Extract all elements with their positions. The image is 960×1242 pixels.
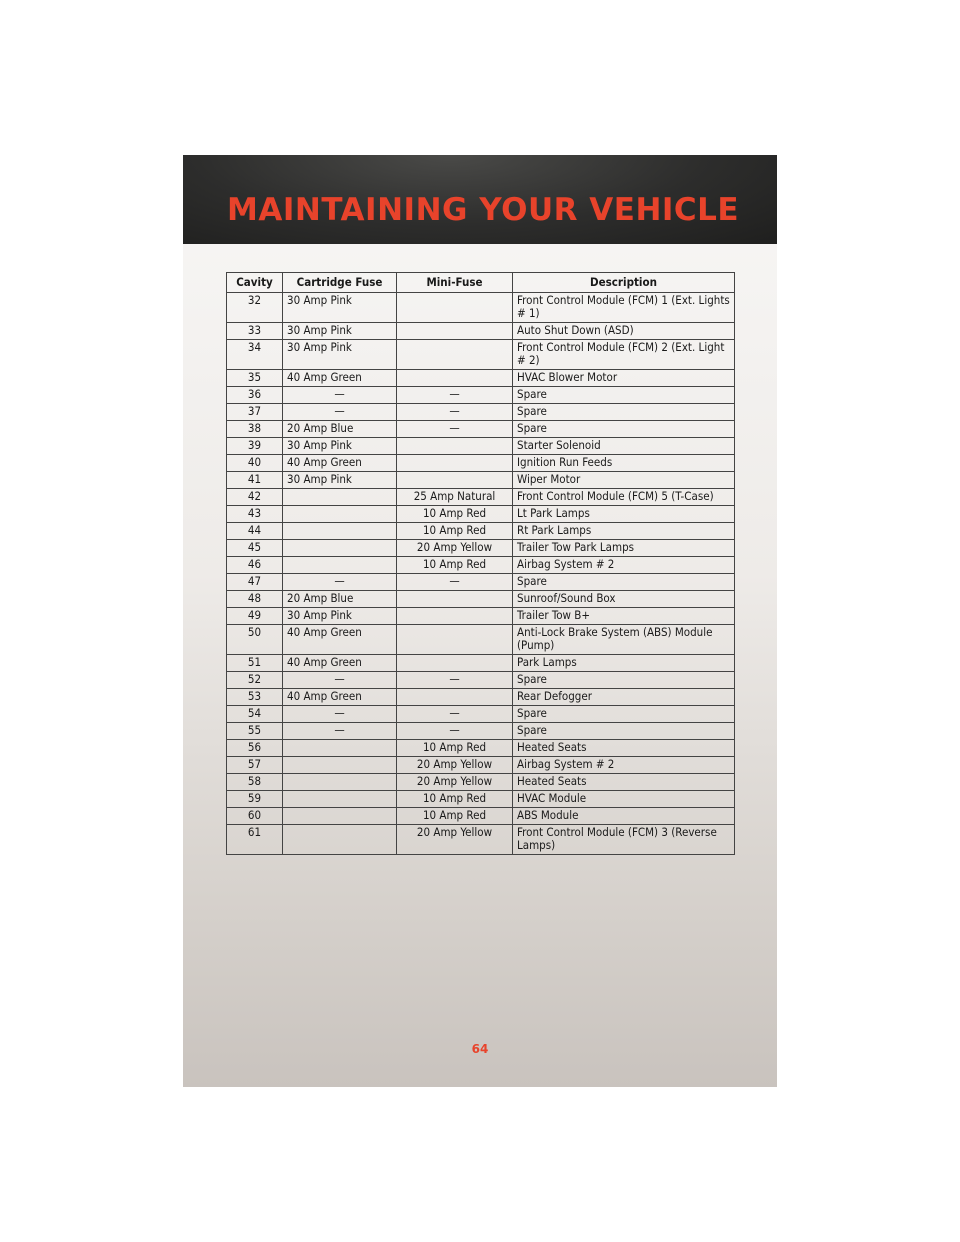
cavity-cell: 58	[227, 774, 283, 791]
cavity-cell: 47	[227, 574, 283, 591]
mini-fuse-cell	[397, 472, 513, 489]
mini-fuse-cell: —	[397, 672, 513, 689]
cartridge-fuse-cell: —	[283, 723, 397, 740]
cavity-cell: 37	[227, 404, 283, 421]
cavity-cell: 36	[227, 387, 283, 404]
description-cell: Heated Seats	[513, 774, 735, 791]
fuse-table	[226, 272, 735, 855]
description-cell: Spare	[513, 706, 735, 723]
cartridge-fuse-cell: —	[283, 672, 397, 689]
table-row	[227, 757, 735, 774]
table-row	[227, 591, 735, 608]
cartridge-fuse-cell	[283, 557, 397, 574]
column-header-mini-fuse: Mini-Fuse	[397, 273, 513, 293]
description-cell: Front Control Module (FCM) 2 (Ext. Light # 2)	[513, 340, 735, 370]
cavity-cell: 41	[227, 472, 283, 489]
description-cell: Lt Park Lamps	[513, 506, 735, 523]
mini-fuse-cell: —	[397, 574, 513, 591]
mini-fuse-cell	[397, 591, 513, 608]
cartridge-fuse-cell: —	[283, 706, 397, 723]
cartridge-fuse-cell: 30 Amp Pink	[283, 293, 397, 323]
table-row	[227, 387, 735, 404]
table-row	[227, 540, 735, 557]
table-row	[227, 655, 735, 672]
description-cell: Anti-Lock Brake System (ABS) Module (Pump)	[513, 625, 735, 655]
description-cell: Airbag System # 2	[513, 557, 735, 574]
cavity-cell: 45	[227, 540, 283, 557]
cavity-cell: 32	[227, 293, 283, 323]
cartridge-fuse-cell: —	[283, 404, 397, 421]
cavity-cell: 38	[227, 421, 283, 438]
cartridge-fuse-cell: 30 Amp Pink	[283, 340, 397, 370]
fuse-table-body	[227, 293, 735, 855]
cartridge-fuse-cell	[283, 523, 397, 540]
description-cell: HVAC Blower Motor	[513, 370, 735, 387]
description-cell: Sunroof/Sound Box	[513, 591, 735, 608]
cavity-cell: 56	[227, 740, 283, 757]
description-cell: Wiper Motor	[513, 472, 735, 489]
table-row	[227, 625, 735, 655]
mini-fuse-cell	[397, 293, 513, 323]
description-cell: Rt Park Lamps	[513, 523, 735, 540]
cavity-cell: 50	[227, 625, 283, 655]
mini-fuse-cell: —	[397, 387, 513, 404]
cartridge-fuse-cell: 30 Amp Pink	[283, 438, 397, 455]
description-cell: Rear Defogger	[513, 689, 735, 706]
cavity-cell: 61	[227, 825, 283, 855]
mini-fuse-cell	[397, 625, 513, 655]
description-cell: Spare	[513, 672, 735, 689]
description-cell: Airbag System # 2	[513, 757, 735, 774]
section-header	[183, 155, 777, 244]
cartridge-fuse-cell: 30 Amp Pink	[283, 608, 397, 625]
description-cell: Spare	[513, 723, 735, 740]
cartridge-fuse-cell	[283, 825, 397, 855]
table-row	[227, 723, 735, 740]
cavity-cell: 42	[227, 489, 283, 506]
description-cell: Auto Shut Down (ASD)	[513, 323, 735, 340]
cartridge-fuse-cell: 30 Amp Pink	[283, 323, 397, 340]
page-number: 64	[471, 1042, 489, 1056]
mini-fuse-cell	[397, 689, 513, 706]
description-cell: Front Control Module (FCM) 1 (Ext. Lights # 1)	[513, 293, 735, 323]
cartridge-fuse-cell: 40 Amp Green	[283, 625, 397, 655]
table-row	[227, 340, 735, 370]
cartridge-fuse-cell: 20 Amp Blue	[283, 421, 397, 438]
cavity-cell: 52	[227, 672, 283, 689]
table-row	[227, 808, 735, 825]
cavity-cell: 51	[227, 655, 283, 672]
manual-page	[183, 155, 777, 1087]
cavity-cell: 54	[227, 706, 283, 723]
cavity-cell: 48	[227, 591, 283, 608]
cavity-cell: 57	[227, 757, 283, 774]
cavity-cell: 44	[227, 523, 283, 540]
cartridge-fuse-cell	[283, 808, 397, 825]
mini-fuse-cell: 10 Amp Red	[397, 791, 513, 808]
table-row	[227, 557, 735, 574]
mini-fuse-cell	[397, 370, 513, 387]
description-cell: Spare	[513, 574, 735, 591]
description-cell: HVAC Module	[513, 791, 735, 808]
column-header-description: Description	[513, 273, 735, 293]
mini-fuse-cell: 20 Amp Yellow	[397, 540, 513, 557]
table-row	[227, 825, 735, 855]
column-header-cartridge-fuse: Cartridge Fuse	[283, 273, 397, 293]
description-cell: Front Control Module (FCM) 5 (T-Case)	[513, 489, 735, 506]
mini-fuse-cell: 10 Amp Red	[397, 808, 513, 825]
cartridge-fuse-cell	[283, 740, 397, 757]
mini-fuse-cell	[397, 340, 513, 370]
description-cell: ABS Module	[513, 808, 735, 825]
description-cell: Starter Solenoid	[513, 438, 735, 455]
table-row	[227, 523, 735, 540]
mini-fuse-cell	[397, 655, 513, 672]
description-cell: Spare	[513, 387, 735, 404]
mini-fuse-cell: —	[397, 723, 513, 740]
cartridge-fuse-cell: —	[283, 387, 397, 404]
cartridge-fuse-cell	[283, 757, 397, 774]
table-row	[227, 740, 735, 757]
cartridge-fuse-cell: 40 Amp Green	[283, 655, 397, 672]
section-title: MAINTAINING YOUR VEHICLE	[227, 192, 740, 228]
table-row	[227, 489, 735, 506]
mini-fuse-cell: 25 Amp Natural	[397, 489, 513, 506]
cartridge-fuse-cell: 40 Amp Green	[283, 370, 397, 387]
cartridge-fuse-cell: 30 Amp Pink	[283, 472, 397, 489]
mini-fuse-cell	[397, 455, 513, 472]
description-cell: Ignition Run Feeds	[513, 455, 735, 472]
description-cell: Spare	[513, 404, 735, 421]
cavity-cell: 35	[227, 370, 283, 387]
mini-fuse-cell: 10 Amp Red	[397, 506, 513, 523]
table-row	[227, 791, 735, 808]
cartridge-fuse-cell: 40 Amp Green	[283, 455, 397, 472]
description-cell: Spare	[513, 421, 735, 438]
table-row	[227, 323, 735, 340]
table-row	[227, 774, 735, 791]
cavity-cell: 40	[227, 455, 283, 472]
mini-fuse-cell: 10 Amp Red	[397, 523, 513, 540]
column-header-cavity: Cavity	[227, 273, 283, 293]
cavity-cell: 39	[227, 438, 283, 455]
cartridge-fuse-cell	[283, 506, 397, 523]
table-row	[227, 293, 735, 323]
cavity-cell: 60	[227, 808, 283, 825]
table-row	[227, 455, 735, 472]
mini-fuse-cell: 10 Amp Red	[397, 740, 513, 757]
description-cell: Trailer Tow Park Lamps	[513, 540, 735, 557]
cavity-cell: 34	[227, 340, 283, 370]
table-row	[227, 574, 735, 591]
mini-fuse-cell: —	[397, 706, 513, 723]
table-row	[227, 689, 735, 706]
cavity-cell: 55	[227, 723, 283, 740]
cavity-cell: 46	[227, 557, 283, 574]
description-cell: Front Control Module (FCM) 3 (Reverse Lamps)	[513, 825, 735, 855]
table-row	[227, 608, 735, 625]
cavity-cell: 43	[227, 506, 283, 523]
table-row	[227, 506, 735, 523]
mini-fuse-cell	[397, 438, 513, 455]
cartridge-fuse-cell: —	[283, 574, 397, 591]
cartridge-fuse-cell	[283, 540, 397, 557]
cavity-cell: 33	[227, 323, 283, 340]
cavity-cell: 53	[227, 689, 283, 706]
cavity-cell: 49	[227, 608, 283, 625]
table-header-row	[227, 273, 735, 293]
mini-fuse-cell: 20 Amp Yellow	[397, 774, 513, 791]
description-cell: Heated Seats	[513, 740, 735, 757]
table-row	[227, 672, 735, 689]
mini-fuse-cell: 20 Amp Yellow	[397, 825, 513, 855]
table-row	[227, 421, 735, 438]
table-row	[227, 370, 735, 387]
description-cell: Trailer Tow B+	[513, 608, 735, 625]
mini-fuse-cell	[397, 323, 513, 340]
mini-fuse-cell	[397, 608, 513, 625]
cartridge-fuse-cell: 40 Amp Green	[283, 689, 397, 706]
table-row	[227, 438, 735, 455]
cartridge-fuse-cell	[283, 489, 397, 506]
table-row	[227, 472, 735, 489]
mini-fuse-cell: 20 Amp Yellow	[397, 757, 513, 774]
cavity-cell: 59	[227, 791, 283, 808]
description-cell: Park Lamps	[513, 655, 735, 672]
mini-fuse-cell: —	[397, 421, 513, 438]
table-row	[227, 404, 735, 421]
cartridge-fuse-cell: 20 Amp Blue	[283, 591, 397, 608]
cartridge-fuse-cell	[283, 774, 397, 791]
mini-fuse-cell: —	[397, 404, 513, 421]
table-row	[227, 706, 735, 723]
mini-fuse-cell: 10 Amp Red	[397, 557, 513, 574]
cartridge-fuse-cell	[283, 791, 397, 808]
